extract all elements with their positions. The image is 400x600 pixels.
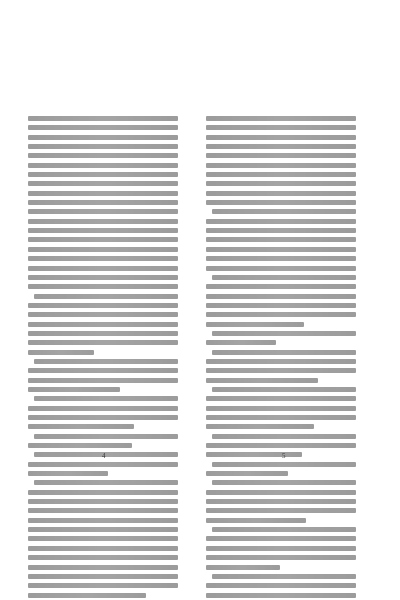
left-page-text-line xyxy=(28,125,178,130)
left-page-text-line xyxy=(28,574,178,579)
left-page-text-line xyxy=(28,209,178,214)
left-page-text-line xyxy=(28,116,178,121)
left-page-text-line xyxy=(28,546,178,551)
right-page-text-line xyxy=(206,172,356,177)
right-page-text-line xyxy=(206,565,280,570)
right-page-text-line xyxy=(206,200,356,205)
right-page-text-line xyxy=(206,163,356,168)
left-page-number: 4 xyxy=(102,452,106,460)
right-page-text-line xyxy=(206,359,356,364)
right-page-text-line xyxy=(206,284,356,289)
right-page-text-line xyxy=(206,518,306,523)
right-page-text-line xyxy=(206,452,302,457)
left-page-text-line xyxy=(28,518,178,523)
left-page-text-line xyxy=(28,583,178,588)
left-page-text-line xyxy=(34,480,178,485)
left-page-text-line xyxy=(28,172,178,177)
right-page-text-line xyxy=(206,443,356,448)
right-page-text-line xyxy=(206,396,356,401)
right-page-number: 5 xyxy=(282,452,286,460)
left-page-text-line xyxy=(34,452,178,457)
left-page-text-line xyxy=(28,247,178,252)
left-page-text-line xyxy=(28,499,178,504)
left-page-text-line xyxy=(28,181,178,186)
left-page-text-line xyxy=(34,359,178,364)
right-page-text-line xyxy=(206,116,356,121)
right-page-text-line xyxy=(206,593,356,598)
right-page-text-line xyxy=(206,237,356,242)
left-page-text-line xyxy=(28,284,178,289)
left-page-text-column xyxy=(28,116,178,416)
right-page-text-line xyxy=(206,153,356,158)
left-page-text-line xyxy=(28,303,178,308)
left-page-text-line xyxy=(28,275,178,280)
right-page-text-line xyxy=(212,350,356,355)
right-page-text-line xyxy=(206,135,356,140)
left-page-text-line xyxy=(34,434,178,439)
left-page-text-line xyxy=(28,415,178,420)
right-page-text-line xyxy=(206,378,318,383)
left-page-text-line xyxy=(28,462,178,467)
right-page-text-line xyxy=(206,583,356,588)
right-page-text-line xyxy=(206,228,356,233)
right-page-text-column xyxy=(206,116,356,416)
right-page-text-line xyxy=(206,266,356,271)
right-page-text-line xyxy=(206,415,356,420)
left-page-text-line xyxy=(34,294,178,299)
right-page-text-line xyxy=(206,555,356,560)
right-page-text-line xyxy=(212,331,356,336)
left-page-text-line xyxy=(28,135,178,140)
right-page-text-line xyxy=(212,275,356,280)
right-page-text-line xyxy=(206,303,356,308)
left-page-text-line xyxy=(28,228,178,233)
left-page-text-line xyxy=(28,536,178,541)
left-page-text-line xyxy=(28,527,178,532)
left-page-text-line xyxy=(28,331,178,336)
left-page-text-line xyxy=(28,144,178,149)
left-page-text-line xyxy=(28,322,178,327)
right-page-text-line xyxy=(212,527,356,532)
left-page-text-line xyxy=(28,219,178,224)
left-page-text-line xyxy=(28,153,178,158)
left-page-text-line xyxy=(28,256,178,261)
left-page-text-line xyxy=(28,378,178,383)
left-page-text-line xyxy=(28,312,178,317)
right-page-text-line xyxy=(206,546,356,551)
left-page-text-line xyxy=(28,350,94,355)
right-page-text-line xyxy=(206,508,356,513)
right-page-text-line xyxy=(206,368,356,373)
left-page-text-line xyxy=(28,266,178,271)
left-page-text-line xyxy=(28,424,134,429)
left-page-text-line xyxy=(28,237,178,242)
left-page-text-line xyxy=(28,443,132,448)
right-page-text-line xyxy=(206,294,356,299)
right-page-text-line xyxy=(206,424,314,429)
left-page-text-line xyxy=(28,555,178,560)
left-page-text-line xyxy=(28,593,146,598)
left-page-text-line xyxy=(28,200,178,205)
right-page-text-line xyxy=(206,322,304,327)
right-page-text-line xyxy=(206,125,356,130)
right-page-text-line xyxy=(206,144,356,149)
left-page-text-line xyxy=(28,565,178,570)
right-page-text-line xyxy=(206,490,356,495)
left-page-text-line xyxy=(28,163,178,168)
right-page-text-line xyxy=(212,387,356,392)
left-page-text-line xyxy=(34,396,178,401)
right-page-text-line xyxy=(206,406,356,411)
right-page-text-line xyxy=(212,462,356,467)
left-page-text-line xyxy=(28,387,120,392)
left-page-text-line xyxy=(28,191,178,196)
right-page-text-line xyxy=(206,256,356,261)
left-page-text-line xyxy=(28,406,178,411)
right-page-text-line xyxy=(212,574,356,579)
right-page-text-line xyxy=(206,219,356,224)
right-page-text-line xyxy=(206,536,356,541)
right-page-text-line xyxy=(206,181,356,186)
right-page-text-line xyxy=(212,434,356,439)
left-page-text-line xyxy=(28,368,178,373)
right-page-text-line xyxy=(212,480,356,485)
right-page-text-line xyxy=(206,312,356,317)
right-page-text-line xyxy=(206,247,356,252)
right-page-text-line xyxy=(206,499,356,504)
left-page-text-line xyxy=(28,490,178,495)
left-page-text-line xyxy=(28,471,108,476)
right-page-text-line xyxy=(206,471,288,476)
left-page-text-line xyxy=(28,340,178,345)
right-page-text-line xyxy=(212,209,356,214)
left-page-text-line xyxy=(28,508,178,513)
right-page-text-line xyxy=(206,340,276,345)
right-page-text-line xyxy=(206,191,356,196)
